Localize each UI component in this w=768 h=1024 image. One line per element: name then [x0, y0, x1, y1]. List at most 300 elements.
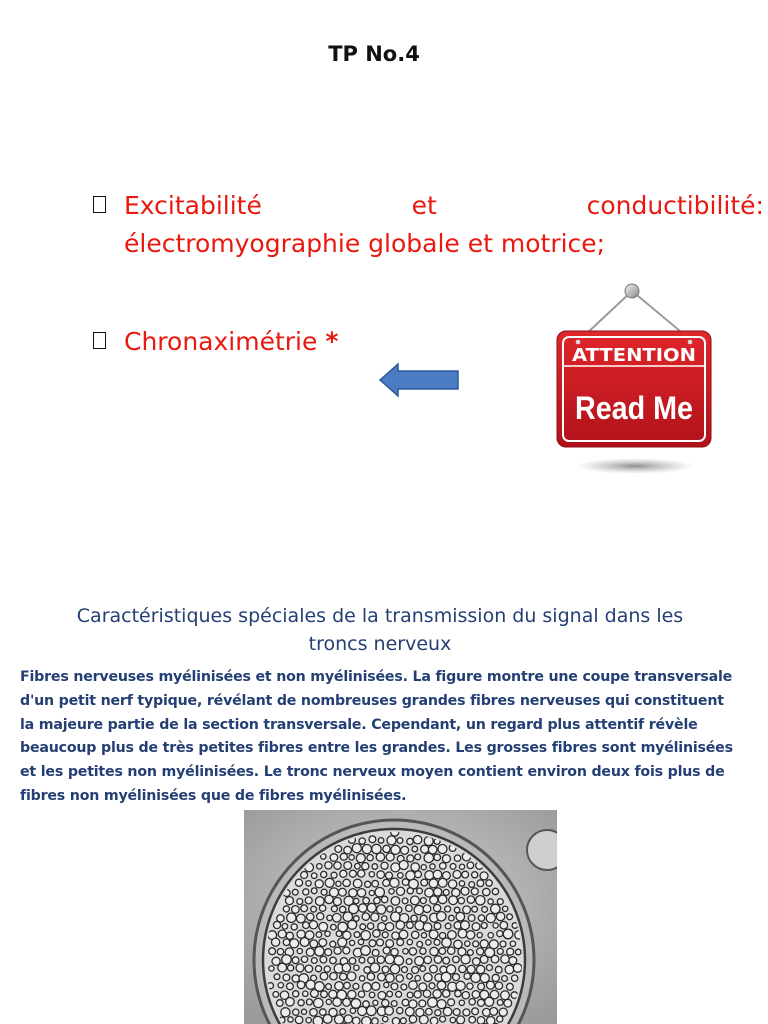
nerve-fiber: [415, 854, 421, 860]
nerve-fiber: [480, 974, 489, 983]
nerve-fiber: [468, 915, 475, 922]
nerve-fiber: [274, 974, 280, 980]
nerve-fiber: [477, 948, 484, 955]
nerve-fiber: [488, 899, 493, 904]
nerve-fiber: [441, 972, 451, 982]
nerve-fiber: [407, 855, 414, 862]
nerve-fiber: [301, 872, 308, 879]
nerve-fiber: [288, 1017, 293, 1022]
nerve-fiber: [407, 838, 413, 844]
nerve-fiber: [403, 949, 408, 954]
nerve-fiber: [323, 1015, 332, 1024]
nerve-fiber: [423, 923, 432, 932]
nerve-fiber: [391, 912, 401, 922]
nerve-fiber: [321, 991, 328, 998]
nerve-fiber: [463, 1009, 470, 1016]
nerve-fiber: [385, 955, 394, 964]
nerve-fiber: [306, 881, 311, 886]
nerve-fiber: [297, 899, 303, 905]
nerve-fiber: [407, 888, 413, 894]
nerve-fiber: [387, 991, 393, 997]
nerve-fiber: [383, 845, 390, 852]
nerve-fiber: [448, 947, 455, 954]
nerve-fiber: [391, 863, 400, 872]
nerve-fiber: [409, 1016, 416, 1023]
nerve-fiber: [487, 981, 495, 989]
nerve-fiber: [354, 965, 359, 970]
nerve-fiber: [306, 980, 315, 989]
nerve-fiber: [384, 982, 389, 987]
nerve-fiber: [340, 1009, 346, 1015]
nerve-fiber: [391, 948, 398, 955]
nerve-fiber: [361, 946, 371, 956]
nerve-fiber: [385, 1007, 394, 1016]
nerve-fiber: [367, 855, 373, 861]
sign-top-text: ATTENTION: [572, 345, 696, 366]
nerve-fiber: [317, 864, 322, 869]
nerve-fiber: [472, 906, 478, 912]
nerve-fiber: [369, 992, 375, 998]
nerve-fiber: [352, 844, 361, 853]
nerve-fiber: [413, 836, 421, 844]
nerve-fiber: [381, 896, 388, 903]
nerve-fiber: [497, 948, 503, 954]
nerve-fiber: [336, 881, 341, 886]
nerve-fiber: [386, 940, 394, 948]
bullet-word: et: [411, 191, 437, 220]
nerve-fiber: [326, 984, 332, 990]
nerve-fiber: [356, 854, 365, 863]
nerve-fiber: [292, 906, 300, 914]
nerve-fiber: [430, 965, 438, 973]
nerve-fiber: [269, 966, 274, 971]
nerve-fiber: [455, 990, 461, 996]
nerve-fiber: [429, 930, 438, 939]
nerve-cross-section-image: [244, 810, 557, 1024]
nerve-fiber: [449, 915, 455, 921]
nerve-fiber: [478, 983, 485, 990]
section-heading: [30, 602, 730, 658]
nerve-fiber: [297, 949, 302, 954]
nerve-fiber: [450, 864, 456, 870]
nerve-fiber: [343, 947, 350, 954]
nerve-fiber: [333, 898, 341, 906]
nerve-fiber: [311, 906, 317, 912]
nerve-fiber: [372, 880, 379, 887]
nerve-fiber: [420, 948, 426, 954]
nerve-fiber: [426, 940, 431, 945]
nerve-fiber: [298, 1000, 304, 1006]
nerve-fiber: [430, 947, 438, 955]
nerve-fiber: [370, 963, 379, 972]
nerve-fiber: [449, 896, 458, 905]
nerve-fiber: [381, 862, 388, 869]
nerve-fiber: [352, 1017, 360, 1024]
nerve-fiber: [402, 967, 408, 973]
bullet-item-chronaximetry: [124, 324, 338, 360]
nerve-fiber: [300, 938, 309, 947]
section-paragraph: Fibres nerveuses myélinisées et non myélinisées. La figure montre une coupe transversale d'un petit nerf typique, révélant de nombreuses grandes fibres nerveuses qui constituent la majeure partie de la section transversale. Cependant, un regard plus attentif révèle beaucoup plus de très petites fibres entre les grandes. Les grosses fibres sont myélinisées et les petites non myélinisées. Le tronc nerveux moyen contient environ deux fois plus de fibres non myélinisées que de fibres myélinisées.: [20, 669, 733, 804]
nerve-fiber: [442, 938, 451, 947]
bullet-line-2: électromyographie globale et motrice;: [124, 229, 606, 258]
nerve-fiber: [491, 955, 499, 963]
nerve-fiber: [359, 838, 365, 844]
nerve-fiber: [278, 983, 283, 988]
nerve-fiber: [273, 992, 279, 998]
nerve-fiber: [335, 846, 342, 853]
nerve-fiber: [467, 983, 473, 989]
nerve-fiber: [367, 923, 373, 929]
nerve-fiber: [364, 967, 371, 974]
nerve-fiber: [443, 990, 450, 997]
nerve-fiber: [435, 1010, 441, 1016]
nerve-fiber: [397, 1007, 403, 1013]
nerve-fiber: [378, 973, 386, 981]
nerve-fiber: [340, 853, 347, 860]
nerve-fiber: [291, 924, 297, 930]
nerve-fiber: [507, 914, 513, 920]
nerve-fiber: [502, 976, 508, 982]
nerve-fiber: [325, 949, 332, 956]
nerve-fiber: [487, 1017, 495, 1024]
nerve-fiber: [390, 964, 399, 973]
nerve-fiber: [445, 923, 451, 929]
nerve-fiber: [362, 863, 369, 870]
bullet-word: Excitabilité: [124, 191, 262, 220]
nerve-fiber: [411, 896, 420, 905]
nerve-fiber: [367, 973, 374, 980]
nerve-fiber: [315, 880, 323, 888]
nerve-fiber: [378, 992, 386, 1000]
nerve-fiber: [461, 887, 469, 895]
nerve-fiber: [462, 992, 469, 999]
nerve-fiber: [402, 879, 409, 886]
nerve-fiber: [401, 984, 407, 990]
nerve-fiber: [409, 948, 416, 955]
nerve-fiber: [383, 1016, 388, 1021]
nerve-fiber: [297, 914, 306, 923]
nerve-fiber: [305, 965, 312, 972]
nerve-fiber: [333, 998, 342, 1007]
nerve-fiber: [310, 940, 318, 948]
nerve-fiber: [495, 982, 502, 989]
nerve-fiber: [325, 862, 332, 869]
nerve-fiber: [497, 899, 503, 905]
nerve-fiber: [406, 959, 412, 965]
nerve-fiber: [440, 863, 447, 870]
nerve-fiber: [442, 855, 450, 863]
nerve-fiber: [464, 973, 470, 979]
nerve-fiber: [473, 958, 481, 966]
nerve-fiber: [372, 982, 380, 990]
nerve-fiber: [383, 879, 390, 886]
nerve-fiber: [369, 836, 376, 843]
nerve-fiber: [343, 998, 351, 1006]
nerve-fiber: [465, 941, 470, 946]
nerve-fiber: [437, 981, 446, 990]
nerve-fiber: [344, 862, 352, 870]
nerve-fiber: [292, 889, 298, 895]
nerve-fiber: [456, 981, 465, 990]
nerve-fiber: [467, 896, 474, 903]
nerve-fiber: [462, 871, 469, 878]
nerve-fiber: [365, 881, 371, 887]
nerve-fiber: [362, 845, 371, 854]
nerve-fiber: [476, 965, 484, 973]
nerve-fiber: [409, 981, 418, 990]
nerve-fiber: [430, 864, 435, 869]
nerve-fiber: [407, 974, 413, 980]
nerve-fiber: [411, 863, 420, 872]
nerve-fiber: [463, 906, 471, 914]
nerve-fiber: [459, 965, 466, 972]
nerve-fiber: [503, 906, 508, 911]
nerve-fiber: [472, 923, 480, 931]
bullet-text: Chronaximétrie: [124, 327, 318, 356]
nerve-fiber: [467, 862, 474, 869]
nerve-fiber: [472, 991, 480, 999]
nerve-fiber: [391, 983, 398, 990]
nerve-fiber: [319, 939, 327, 947]
nerve-fiber: [290, 939, 299, 948]
nerve-fiber: [501, 955, 509, 963]
nerve-fiber: [478, 915, 484, 921]
nerve-fiber: [407, 922, 414, 929]
nerve-fiber: [396, 921, 405, 930]
nerve-fiber: [448, 880, 456, 888]
nerve-fiber: [421, 865, 426, 870]
nerve-fiber: [378, 838, 384, 844]
nerve-fiber: [390, 878, 399, 887]
nerve-fiber: [336, 931, 342, 937]
nerve-fiber: [473, 941, 479, 947]
nerve-fiber: [398, 873, 404, 879]
nerve-fiber: [372, 949, 379, 956]
nerve-fiber: [400, 1018, 406, 1024]
nerve-fiber: [359, 976, 364, 981]
nerve-fiber: [401, 846, 409, 854]
nerve-fiber: [448, 999, 455, 1006]
nerve-fiber: [453, 956, 460, 963]
nerve-fiber: [315, 966, 321, 972]
nerve-fiber: [349, 855, 354, 860]
nerve-fiber: [472, 1008, 479, 1015]
nerve-fiber: [392, 932, 399, 939]
nerve-fiber: [287, 913, 296, 922]
nerve-fiber: [415, 976, 420, 981]
nerve-fiber: [357, 889, 365, 897]
nerve-fiber: [472, 872, 478, 878]
nerve-fiber: [471, 973, 480, 982]
nerve-fiber: [468, 950, 474, 956]
nerve-fiber: [314, 998, 323, 1007]
nerve-fiber: [497, 931, 503, 937]
nerve-fiber: [338, 938, 347, 947]
nerve-fiber: [386, 853, 394, 861]
nerve-fiber: [273, 921, 280, 928]
nerve-fiber: [277, 1000, 284, 1007]
nerve-fiber: [488, 933, 493, 938]
nerve-fiber: [453, 974, 460, 981]
nerve-fiber: [313, 1016, 323, 1024]
nerve-fiber: [303, 991, 308, 996]
nerve-fiber: [277, 949, 283, 955]
nerve-fiber: [481, 923, 487, 929]
nerve-fiber: [378, 923, 386, 931]
nerve-fiber: [420, 898, 426, 904]
nerve-fiber: [507, 983, 514, 990]
nerve-fiber: [342, 963, 350, 971]
nerve-fiber: [423, 905, 431, 913]
nerve-fiber: [396, 975, 403, 982]
nerve-fiber: [399, 861, 408, 870]
bullet-line-1: [124, 188, 764, 224]
nerve-fiber: [424, 853, 433, 862]
nerve-fiber: [339, 888, 347, 896]
square-bullet-icon: [93, 332, 106, 349]
nerve-fiber: [480, 956, 488, 964]
nerve-fiber: [317, 913, 324, 920]
nerve-fiber: [458, 898, 464, 904]
nerve-fiber: [377, 939, 384, 946]
nerve-fiber: [306, 948, 314, 956]
nerve-fiber: [434, 888, 442, 896]
nerve-fiber: [513, 964, 522, 973]
nerve-fiber: [286, 932, 293, 939]
nerve-fiber: [492, 974, 499, 981]
nerve-fiber: [419, 1015, 428, 1024]
nerve-fiber: [321, 889, 327, 895]
nerve-fiber: [334, 862, 341, 869]
nerve-fiber: [335, 982, 344, 991]
nerve-fiber: [407, 992, 413, 998]
nerve-fiber: [443, 889, 449, 895]
nerve-fiber: [469, 882, 475, 888]
nerve-fiber: [353, 983, 359, 989]
nerve-fiber: [316, 932, 322, 938]
nerve-fiber: [433, 990, 441, 998]
bullet-item-excitability: [124, 188, 764, 264]
nerve-fiber: [424, 973, 432, 981]
nerve-fiber: [415, 871, 422, 878]
nerve-fiber: [361, 931, 370, 940]
nerve-fiber: [319, 905, 325, 911]
nerve-fiber: [425, 871, 434, 880]
nerve-fiber: [417, 941, 423, 947]
nerve-fiber: [331, 924, 337, 930]
nerve-fiber: [295, 879, 302, 886]
nerve-fiber: [325, 878, 334, 887]
nerve-fiber: [515, 949, 521, 955]
nerve-fiber: [358, 1007, 367, 1016]
nerve-fiber: [292, 957, 299, 964]
nerve-fiber: [414, 991, 421, 998]
nerve-fiber: [389, 889, 394, 894]
nerve-fiber: [412, 846, 418, 852]
nerve-fiber: [306, 1018, 311, 1023]
nerve-fiber: [283, 939, 290, 946]
nerve-fiber: [387, 836, 396, 845]
nerve-fiber: [287, 983, 294, 990]
nerve-fiber: [311, 958, 317, 964]
nerve-fiber: [293, 991, 299, 997]
nerve-fiber: [340, 906, 346, 912]
nerve-fiber: [443, 1007, 452, 1016]
nerve-fiber: [471, 888, 478, 895]
nerve-fiber: [282, 924, 288, 930]
nerve-fiber: [397, 838, 403, 844]
nerve-fiber: [443, 957, 450, 964]
nerve-fiber: [459, 864, 464, 869]
nerve-fiber: [310, 1009, 318, 1017]
nerve-fiber: [325, 895, 333, 903]
nerve-fiber: [330, 941, 336, 947]
nerve-fiber: [477, 880, 484, 887]
nerve-fiber: [500, 921, 508, 929]
nerve-fiber: [353, 879, 362, 888]
nerve-fiber: [420, 966, 426, 972]
nerve-fiber: [414, 905, 423, 914]
nerve-fiber: [286, 998, 295, 1007]
nerve-fiber: [374, 897, 380, 903]
nerve-fiber: [373, 1000, 378, 1005]
nerve-fiber: [457, 1016, 465, 1024]
nerve-fiber: [367, 903, 376, 912]
nerve-fiber: [382, 1000, 389, 1007]
asterisk-marker: *: [325, 327, 339, 356]
nerve-fiber: [505, 965, 514, 974]
nerve-fiber: [350, 1008, 355, 1013]
nerve-fiber: [412, 967, 419, 974]
nerve-fiber: [344, 982, 351, 989]
nerve-fiber: [311, 990, 319, 998]
nerve-fiber: [283, 974, 290, 981]
nerve-fiber: [272, 938, 280, 946]
nerve-fiber: [321, 854, 326, 859]
nerve-fiber: [461, 955, 470, 964]
nerve-fiber: [306, 999, 312, 1005]
nerve-fiber: [349, 870, 356, 877]
nerve-fiber: [492, 888, 498, 894]
nerve-fiber: [372, 1018, 379, 1024]
nerve-fiber: [286, 897, 294, 905]
nerve-fiber: [500, 941, 506, 947]
nerve-fiber: [495, 966, 502, 973]
nerve-fiber: [419, 1000, 426, 1007]
nerve-fiber: [459, 881, 464, 886]
nerve-fiber: [497, 1016, 503, 1022]
nerve-fiber: [476, 896, 485, 905]
nerve-fiber: [485, 997, 494, 1006]
nerve-fiber: [486, 914, 495, 923]
nerve-fiber: [377, 956, 384, 963]
nerve-fiber: [504, 999, 512, 1007]
nerve-fiber: [278, 963, 287, 972]
nerve-fiber: [377, 905, 386, 914]
nerve-fiber: [373, 930, 380, 937]
nerve-fiber: [333, 913, 342, 922]
nerve-fiber: [496, 912, 504, 920]
nerve-fiber: [483, 1008, 491, 1016]
nerve-fiber: [269, 948, 276, 955]
nerve-fiber: [330, 854, 338, 862]
nerve-fiber: [358, 870, 365, 877]
nerve-fiber: [480, 940, 488, 948]
nerve-fiber: [434, 905, 441, 912]
nerve-fiber: [477, 933, 482, 938]
nerve-fiber: [477, 1017, 485, 1024]
nerve-fiber: [407, 939, 412, 944]
